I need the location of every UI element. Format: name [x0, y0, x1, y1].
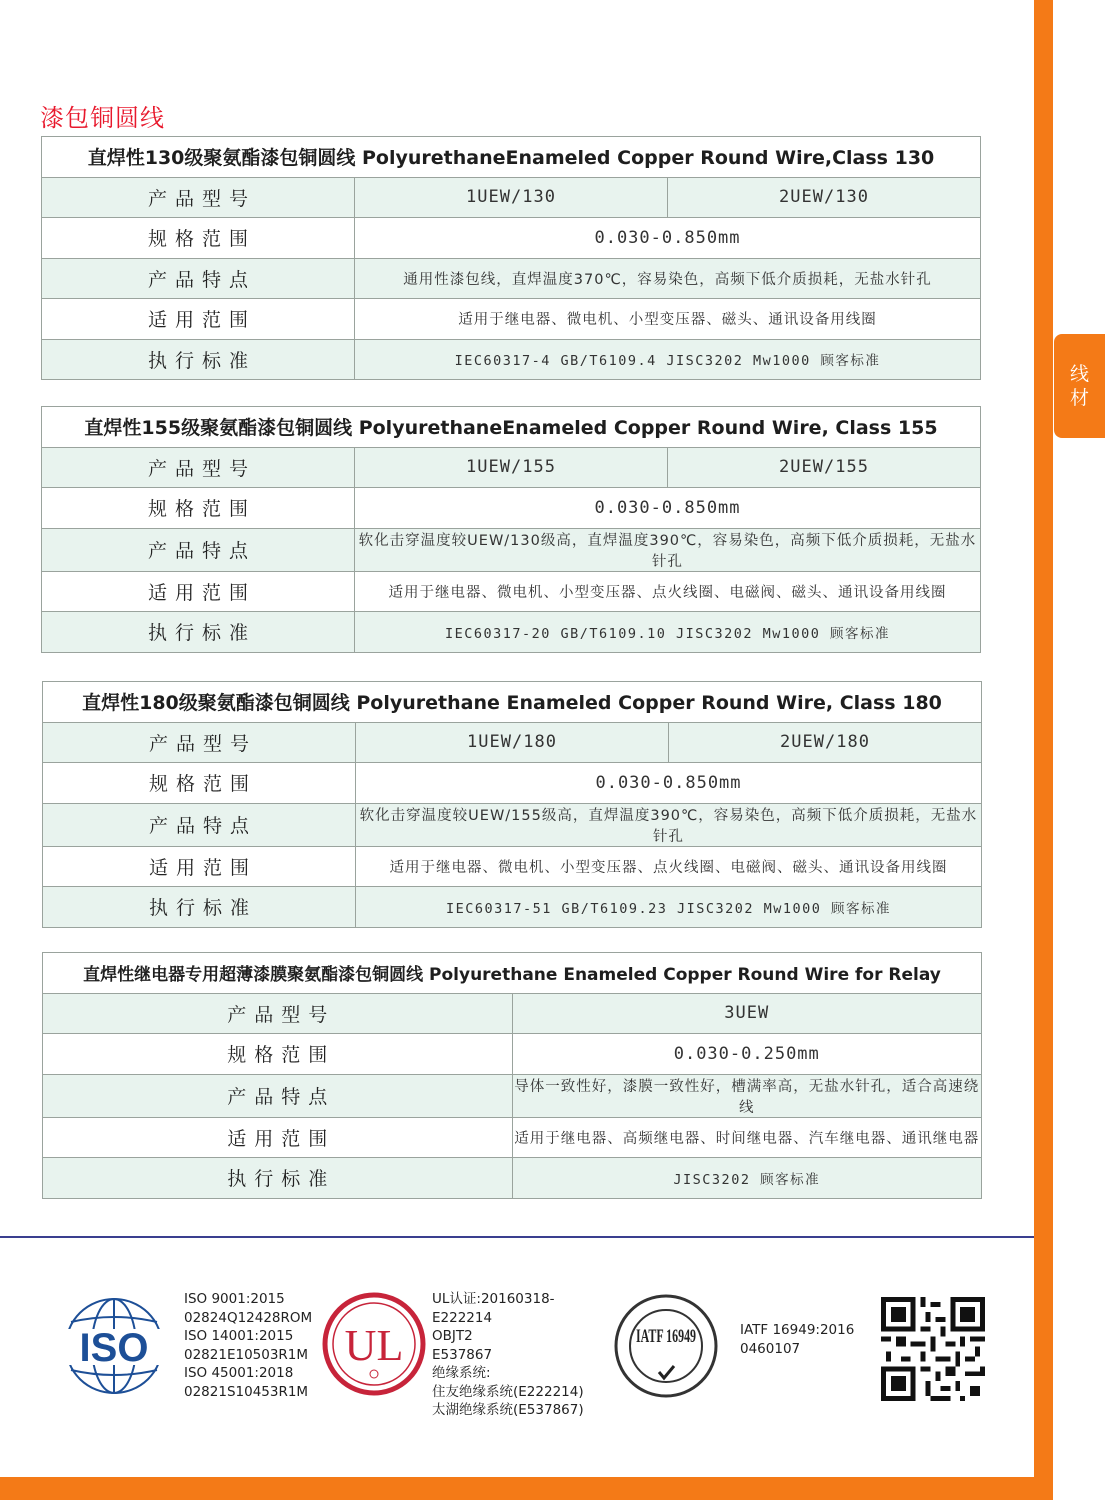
spec-table-relay [42, 952, 982, 1199]
range-label: 规格范围 [42, 488, 355, 529]
ul-cert-line: 住友绝缘系统(E222214) [432, 1383, 584, 1400]
range-value: 0.030-0.250mm [512, 1034, 982, 1075]
range-label: 规格范围 [43, 763, 356, 804]
usage-value: 适用于继电器、微电机、小型变压器、点火线圈、电磁阀、磁头、通讯设备用线圈 [356, 846, 982, 887]
range-label: 规格范围 [42, 218, 355, 259]
range-value: 0.030-0.850mm [355, 218, 981, 259]
standard-value: IEC60317-51 GB/T6109.23 JISC3202 Mw1000 顾客标准 [356, 887, 982, 928]
spec-table-class130 [41, 136, 981, 380]
feature-value: 软化击穿温度较UEW/130级高，直焊温度390℃，容易染色，高频下低介质损耗，无盐水针孔 [355, 528, 981, 571]
orange-bottom-bar [0, 1477, 1053, 1500]
iso-logo-text: ISO [79, 1326, 149, 1370]
usage-label: 适用范围 [43, 1117, 513, 1158]
model-value: 2UEW/180 [669, 722, 982, 763]
model-label: 产品型号 [42, 447, 355, 488]
ul-cert-block [432, 1290, 584, 1420]
range-value: 0.030-0.850mm [356, 763, 982, 804]
iso-cert-line: ISO 14001:2015 [184, 1328, 294, 1344]
iso-cert-line: ISO 45001:2018 [184, 1365, 294, 1381]
standard-label: 执行标准 [43, 1158, 513, 1199]
iatf-cert-line: 0460107 [740, 1340, 801, 1357]
qr-code-icon[interactable] [880, 1297, 986, 1401]
iso-cert-line: 02821S10453R1M [184, 1383, 309, 1400]
feature-label: 产品特点 [42, 258, 355, 299]
standard-value: JISC3202 顾客标准 [512, 1158, 982, 1199]
ul-logo-icon [322, 1290, 426, 1398]
standard-value: IEC60317-4 GB/T6109.4 JISC3202 Mw1000 顾客标准 [355, 339, 981, 380]
usage-value: 适用于继电器、微电机、小型变压器、点火线圈、电磁阀、磁头、通讯设备用线圈 [355, 571, 981, 612]
spec-table-class180 [42, 681, 982, 928]
side-tab-char-1: 线 [1069, 363, 1089, 385]
usage-label: 适用范围 [42, 299, 355, 340]
page-title: 漆包铜圆线 [40, 104, 165, 132]
feature-value: 通用性漆包线，直焊温度370℃，容易染色，高频下低介质损耗，无盐水针孔 [355, 258, 981, 299]
feature-label: 产品特点 [43, 803, 356, 846]
model-value: 1UEW/130 [355, 177, 668, 218]
ul-cert-line: 绝缘系统: [432, 1365, 491, 1381]
model-value: 3UEW [512, 993, 982, 1034]
side-tab-char-2: 材 [1069, 387, 1089, 409]
feature-value: 软化击穿温度较UEW/155级高，直焊温度390℃，容易染色，高频下低介质损耗，无盐水针孔 [356, 803, 982, 846]
model-value: 2UEW/130 [668, 177, 981, 218]
usage-value: 适用于继电器、微电机、小型变压器、磁头、通讯设备用线圈 [355, 299, 981, 340]
orange-side-bar [1034, 0, 1053, 1500]
feature-value: 导体一致性好，漆膜一致性好，槽满率高，无盐水针孔，适合高速绕线 [512, 1074, 982, 1117]
usage-label: 适用范围 [42, 571, 355, 612]
standard-label: 执行标准 [42, 612, 355, 653]
model-label: 产品型号 [42, 177, 355, 218]
spec-table-class155 [41, 406, 981, 653]
iso-cert-line: 02821E10503R1M [184, 1346, 309, 1363]
feature-label: 产品特点 [42, 528, 355, 571]
standard-label: 执行标准 [42, 339, 355, 380]
model-value: 2UEW/155 [668, 447, 981, 488]
iso-globe-icon [55, 1296, 173, 1396]
ul-cert-line: E222214 [432, 1309, 493, 1326]
model-value: 1UEW/180 [356, 722, 669, 763]
side-tab-wire[interactable] [1054, 334, 1105, 438]
iso-cert-line: ISO 9001:2015 [184, 1291, 285, 1307]
table-title: 直焊性180级聚氨酯漆包铜圆线 Polyurethane Enameled Copper Round Wire, Class 180 [43, 682, 982, 723]
ul-cert-line: OBJT2 [432, 1328, 473, 1344]
iatf-logo-text: IATF 16949 [636, 1326, 696, 1347]
iso-cert-line: 02824Q12428ROM [184, 1309, 313, 1326]
iatf-cert-line: IATF 16949:2016 [740, 1322, 855, 1338]
model-label: 产品型号 [43, 722, 356, 763]
standard-value: IEC60317-20 GB/T6109.10 JISC3202 Mw1000 顾客标准 [355, 612, 981, 653]
ul-cert-line: 太湖绝缘系统(E537867) [432, 1402, 584, 1418]
ul-logo-text: UL [344, 1321, 404, 1370]
table-title: 直焊性155级聚氨酯漆包铜圆线 PolyurethaneEnameled Copper Round Wire, Class 155 [42, 407, 981, 448]
model-value: 1UEW/155 [355, 447, 668, 488]
table-title: 直焊性130级聚氨酯漆包铜圆线 PolyurethaneEnameled Copper Round Wire,Class 130 [42, 137, 981, 178]
model-label: 产品型号 [43, 993, 513, 1034]
range-label: 规格范围 [43, 1034, 513, 1075]
iso-cert-block [184, 1290, 312, 1401]
usage-value: 适用于继电器、高频继电器、时间继电器、汽车继电器、通讯继电器 [512, 1117, 982, 1158]
iatf-seal-icon [612, 1292, 720, 1400]
footer-divider [0, 1236, 1034, 1238]
ul-cert-line: UL认证:20160318- [432, 1291, 555, 1307]
table-title: 直焊性继电器专用超薄漆膜聚氨酯漆包铜圆线 Polyurethane Enameled Copper Round Wire for Relay [43, 953, 982, 994]
standard-label: 执行标准 [43, 887, 356, 928]
ul-cert-line: E537867 [432, 1346, 493, 1363]
feature-label: 产品特点 [43, 1074, 513, 1117]
usage-label: 适用范围 [43, 846, 356, 887]
range-value: 0.030-0.850mm [355, 488, 981, 529]
iatf-cert-block [740, 1321, 854, 1358]
